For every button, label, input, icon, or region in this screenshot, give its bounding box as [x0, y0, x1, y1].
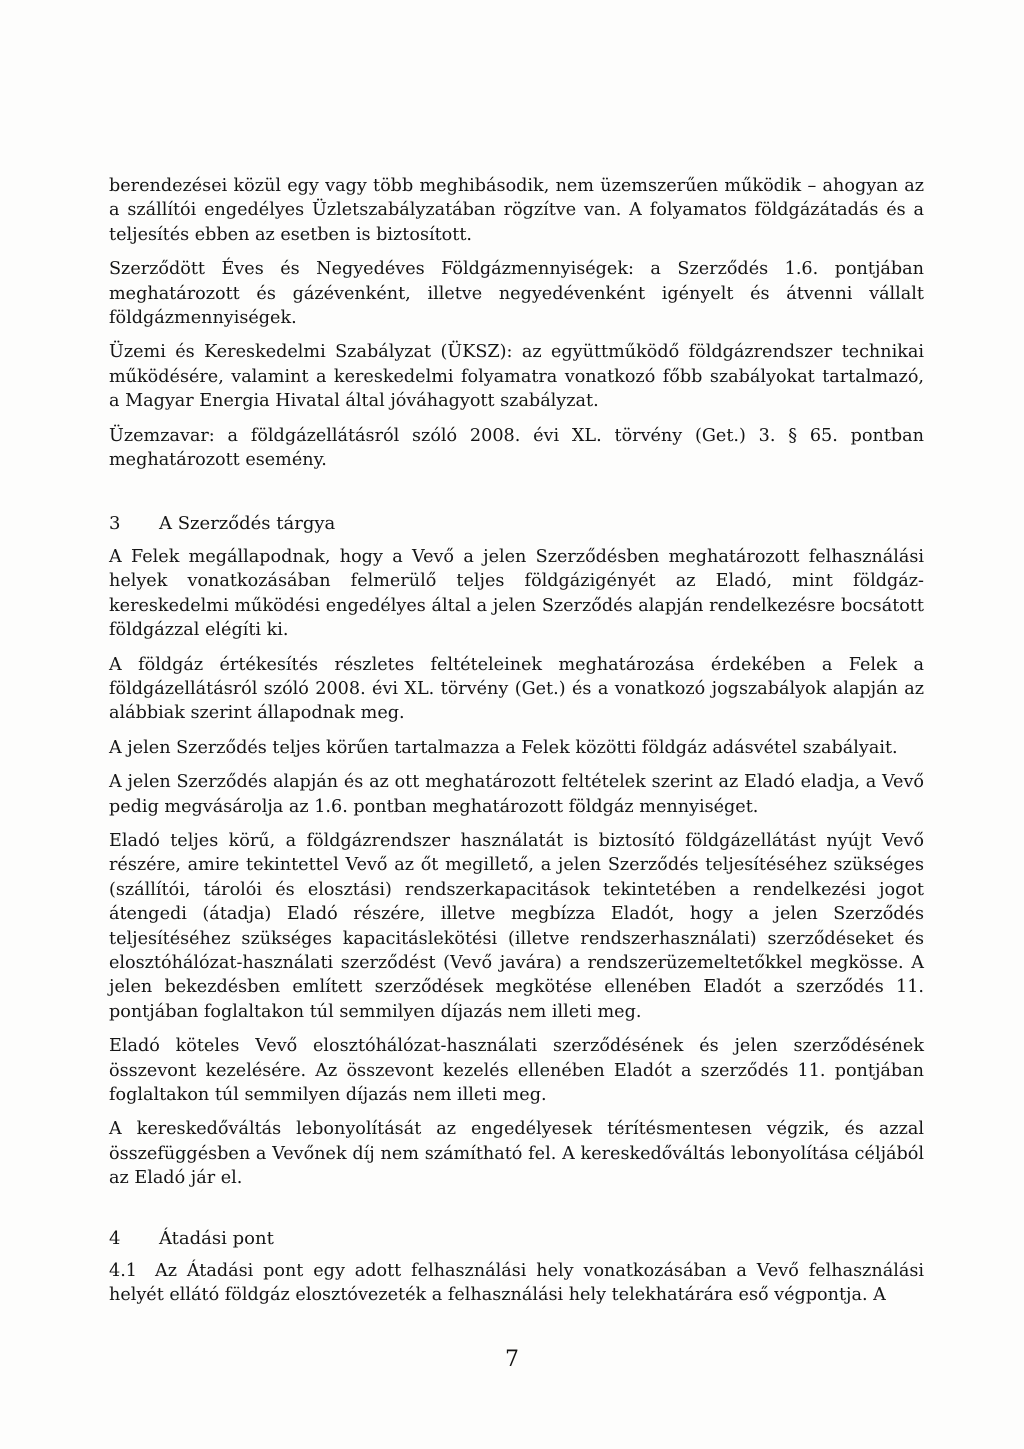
section-3-paragraph: A földgáz értékesítés részletes feltételeinek meghatározása érdekében a Felek a földgázellátásról szóló 2008. évi XL. törvény (Get.) és a vonatkozó jogszabályok alapján az alábbiak szerint állapodnak meg.: [109, 654, 924, 724]
subsection-4-1-text: Az Átadási pont egy adott felhasználási hely vonatkozásában a Vevő felhasználási helyét ellátó földgáz elosztóvezeték a felhasználási hely telekhatárára eső végpontja. A: [109, 1261, 924, 1306]
paragraph-contracted-quantities: Szerződött Éves és Negyedéves Földgázmennyiségek: a Szerződés 1.6. pontjában meghatározott és gázévenként, illetve negyedévenként igényelt és átvenni vállalt földgázmennyiségek.: [109, 259, 924, 329]
section-3-paragraph: Eladó teljes körű, a földgázrendszer használatát is biztosító földgázellátást nyújt Vevő részére, amire tekintettel Vevő az őt megillető, a jelen Szerződés teljesítéséhez szükséges (szállítói, tárolói és elosztási) rendszerkapacitások tekintetében a rendelkezési jogot átengedi (átadja) Eladó részére, illetve megbízza Eladót, hogy a jelen Szerződés teljesítéséhez szükséges kapacitáslekötési (illetve rendszerhasználati) szerződéseket és elosztóhálózat-használati szerződést (Vevő javára) a rendszerüzemeltetőkkel megkösse. A jelen bekezdésben említett szerződések megkötése ellenében Eladót a szerződés 11. pontjában foglaltakon túl semmilyen díjazás nem illeti meg.: [109, 830, 924, 1022]
section-3-title: A Szerződés tárgya: [159, 513, 336, 535]
paragraph-uzemzavar-definition: Üzemzavar: a földgázellátásról szóló 2008. évi XL. törvény (Get.) 3. § 65. pontban meghatározott esemény.: [109, 425, 924, 471]
section-4-heading: [109, 1227, 924, 1251]
paragraph-equipment-failure: berendezései közül egy vagy több meghibásodik, nem üzemszerűen működik – ahogyan az a szállítói engedélyes Üzletszabályzatában rögzítve van. A folyamatos földgázátadás és a teljesítés ebben az esetben is biztosított.: [109, 176, 924, 245]
section-4-title: Átadási pont: [159, 1227, 274, 1249]
section-3-paragraph: Eladó köteles Vevő elosztóhálózat-használati szerződésének és jelen szerződésének összevont kezelésére. Az összevont kezelés ellenében Eladót a szerződés 11. pontjában foglaltakon túl semmilyen díjazás nem illeti meg.: [109, 1036, 924, 1105]
section-3-heading: [109, 512, 924, 536]
section-3-paragraph: A kereskedőváltás lebonyolítását az engedélyesek térítésmentesen végzik, és azzal összefüggésben a Vevőnek díj nem számítható fel. A kereskedőváltás lebonyolítása céljából az Eladó jár el.: [109, 1119, 924, 1189]
section-3-paragraph: A Felek megállapodnak, hogy a Vevő a jelen Szerződésben meghatározott felhasználási helyek vonatkozásában felmerülő teljes földgázigényét az Eladó, mint földgáz-kereskedelmi működési engedélyes által a jelen Szerződés alapján rendelkezésre bocsátott földgázzal elégíti ki.: [109, 546, 924, 641]
subsection-4-1-number: 4.1: [109, 1261, 137, 1282]
section-3-paragraph: A jelen Szerződés teljes körűen tartalmazza a Felek közötti földgáz adásvétel szabályait.: [109, 737, 898, 758]
subsection-4-1: [109, 1259, 924, 1308]
paragraph-uksz-definition: Üzemi és Kereskedelmi Szabályzat (ÜKSZ): az együttműködő földgázrendszer technikai működésére, valamint a kereskedelmi folyamatra vonatkozó főbb szabályokat tartalmazó, a Magyar Energia Hivatal által jóváhagyott szabályzat.: [109, 342, 924, 412]
section-3-number: 3: [109, 513, 121, 535]
section-3-paragraph: A jelen Szerződés alapján és az ott meghatározott feltételek szerint az Eladó eladja, a Vevő pedig megvásárolja az 1.6. pontban meghatározott földgáz mennyiséget.: [109, 772, 924, 817]
section-4-number: 4: [109, 1227, 121, 1249]
page-content: [109, 174, 924, 1318]
page-number: 7: [505, 1347, 519, 1372]
